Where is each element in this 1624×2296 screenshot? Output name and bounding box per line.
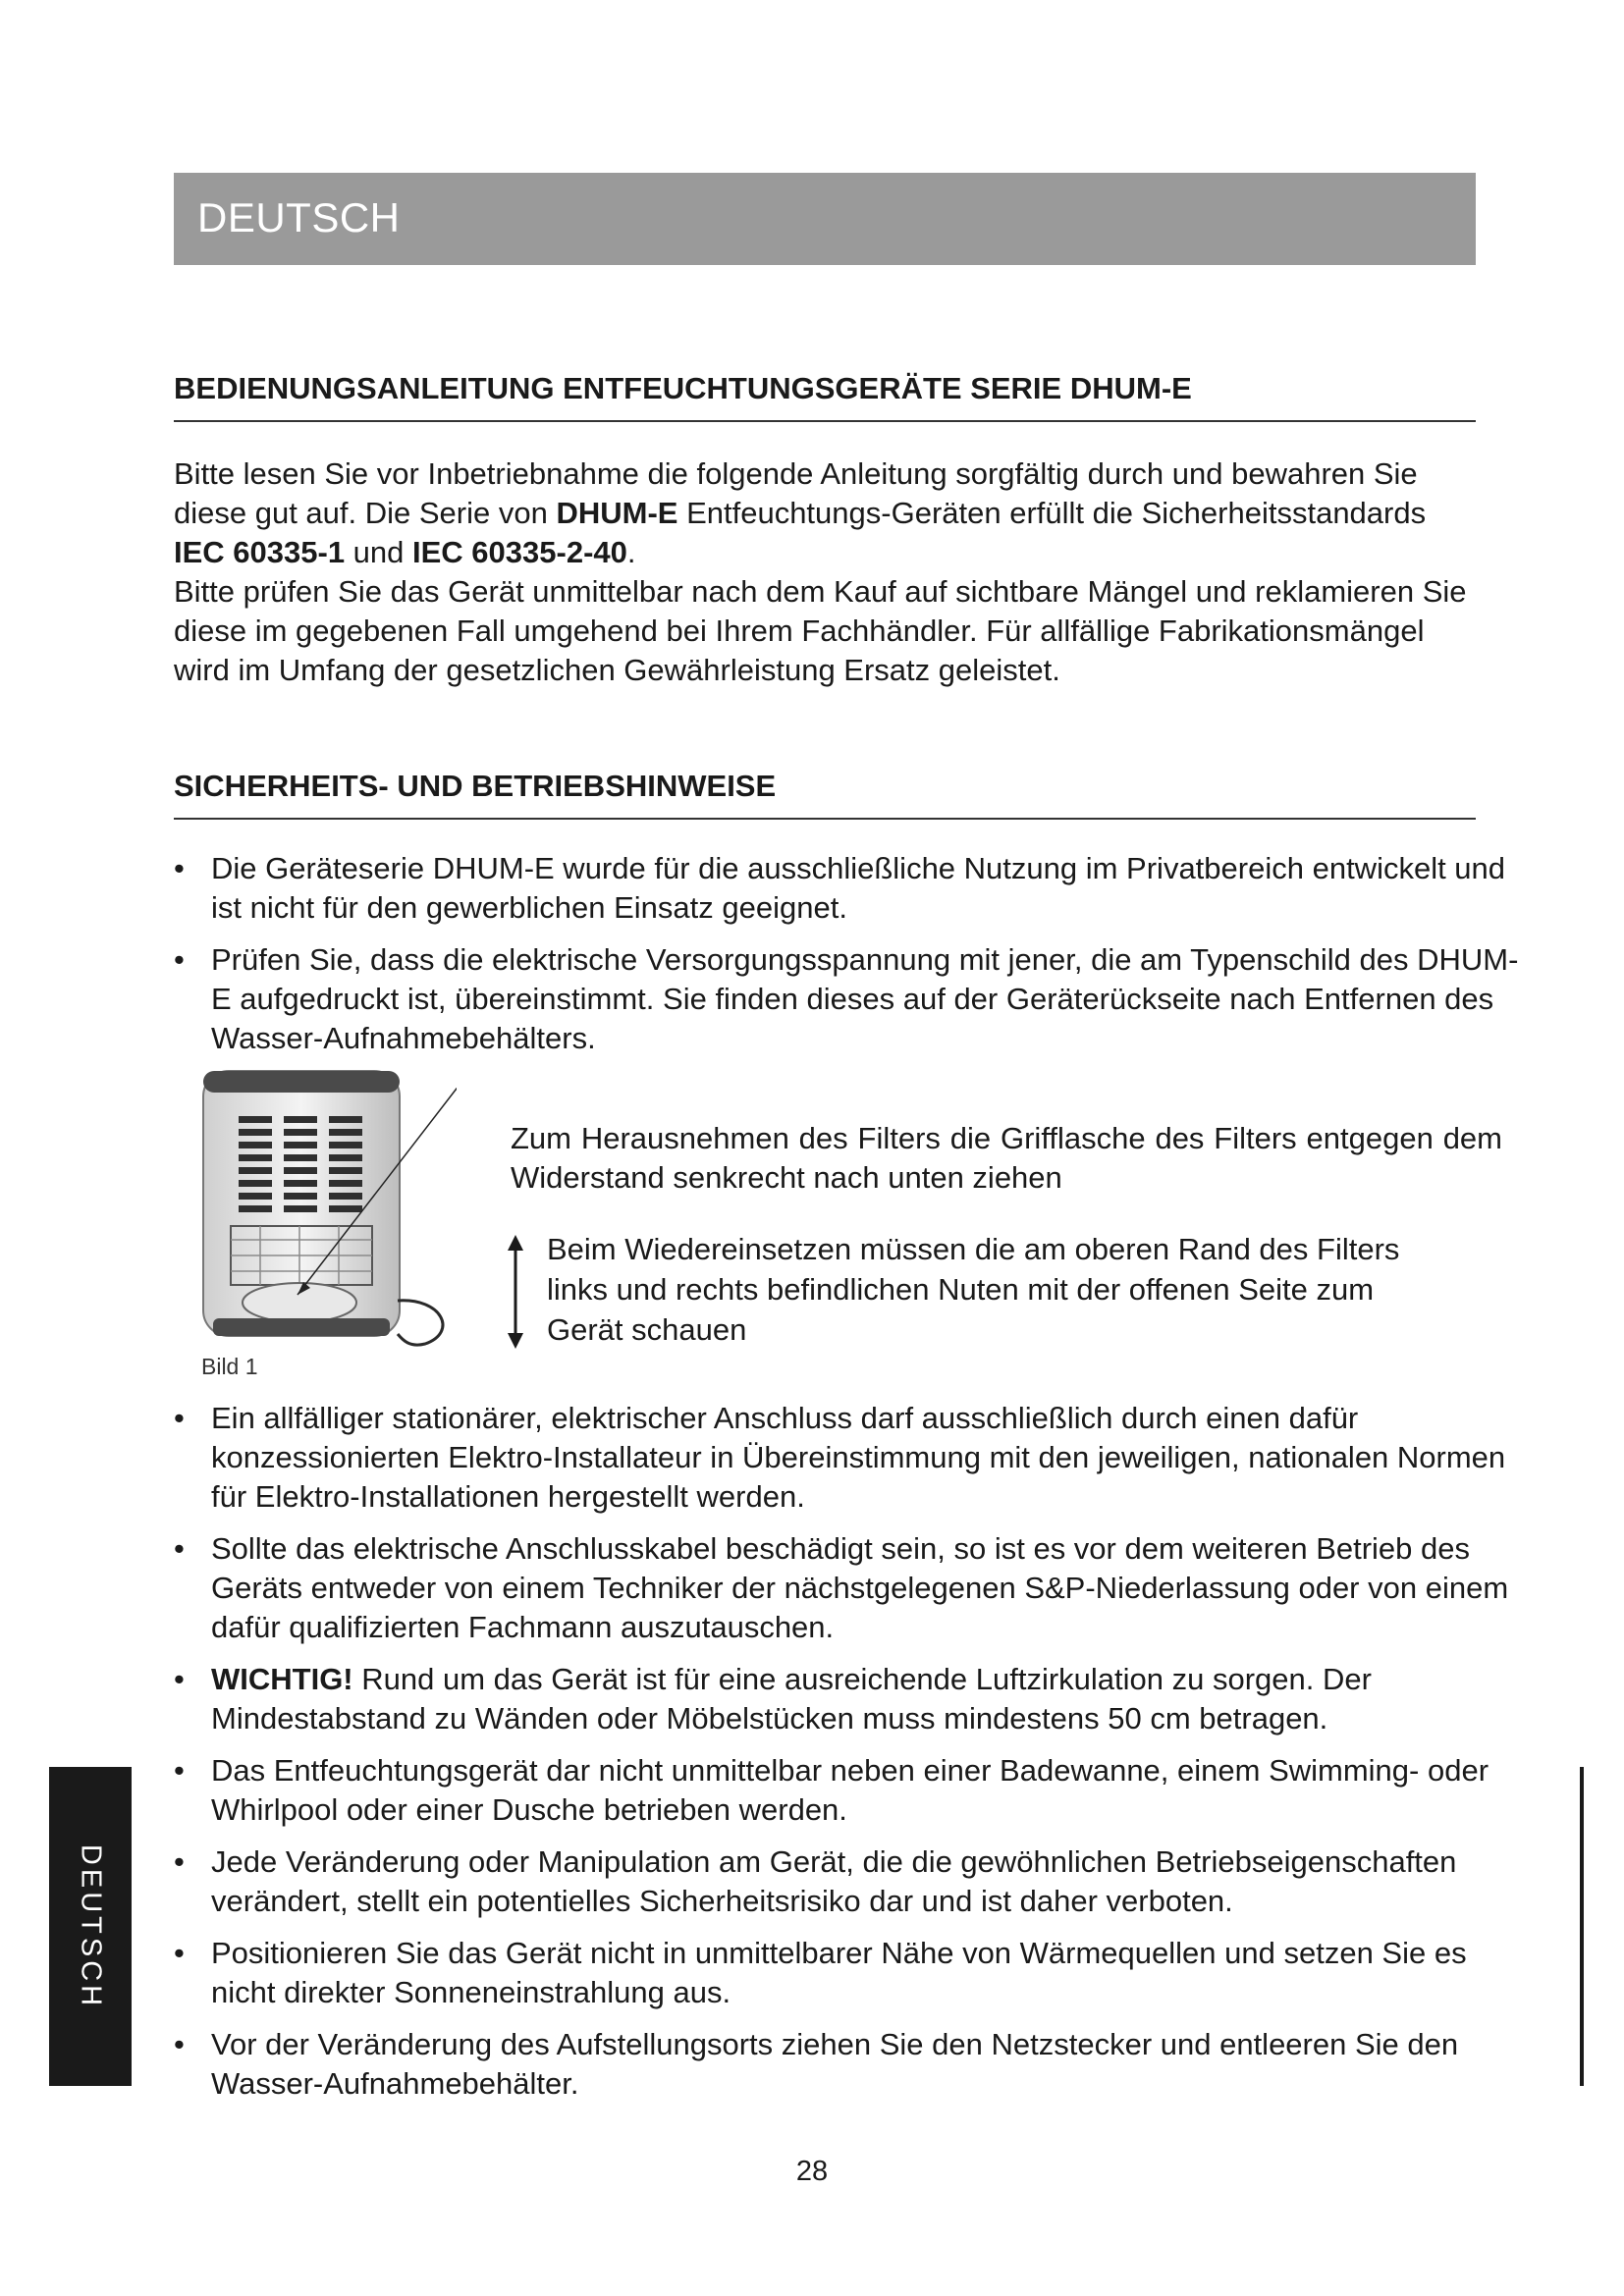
warranty-paragraph: Bitte prüfen Sie das Gerät unmittelbar nach dem Kauf auf sichtbare Mängel und reklamieren Sie diese im gegebenen Fall umgehend bei Ihrem Fachhändler. Für allfällige Fabrikationsmängel wird im Umfang der gesetzlichen Gewährleistung Ersatz geleistet.: [174, 574, 1467, 687]
important-list-item: • WICHTIG! Rund um das Gerät ist für eine ausreichende Luftzirkulation zu sorgen. Der Mindestabstand zu Wänden oder Möbelstücken muss mindestens 50 cm betragen.: [174, 1660, 1519, 1738]
list-item: • Vor der Veränderung des Aufstellungsorts ziehen Sie den Netzstecker und entleeren Sie den Wasser-Aufnahmebehälter.: [174, 2025, 1519, 2104]
list-item: • Die Geräteserie DHUM-E wurde für die ausschließliche Nutzung im Privatbereich entwickelt und ist nicht für den gewerblichen Einsatz geeignet.: [174, 849, 1519, 928]
important-label: WICHTIG!: [211, 1662, 353, 1696]
manual-title-heading: BEDIENUNGSANLEITUNG ENTFEUCHTUNGSGERÄTE SERIE DHUM-E: [174, 371, 1476, 422]
figure-caption: Bild 1: [201, 1354, 258, 1379]
list-item: • Prüfen Sie, dass die elektrische Versorgungsspannung mit jener, die am Typenschild des DHUM-E aufgedruckt ist, übereinstimmt. Sie finden dieses auf der Geräterückseite nach Entfernen des Wasser-Aufnahmebehälters.: [174, 940, 1519, 1058]
language-banner-title: DEUTSCH: [197, 194, 401, 240]
language-banner: [174, 173, 1476, 265]
safety-list-top: [174, 849, 1519, 1071]
dehumidifier-filter-illustration: [201, 1067, 457, 1362]
safety-list-bottom: [174, 1399, 1519, 2116]
language-side-tab-label: DEUTSCH: [75, 1843, 107, 2009]
list-item: • Sollte das elektrische Anschlusskabel beschädigt sein, so ist es vor dem weiteren Betrieb des Geräts entweder von einem Techniker der nächstgelegenen S&P-Niederlassung oder von einem dafür qualifizierten Fachmann auszutauschen.: [174, 1529, 1519, 1647]
safety-heading: SICHERHEITS- UND BETRIEBSHINWEISE: [174, 769, 1476, 820]
filter-insert-instruction: Beim Wiedereinsetzen müssen die am oberen Rand des Filters links und rechts befindlichen Nuten mit der offenen Seite zum Gerät schauen: [547, 1232, 1400, 1347]
margin-rule: [1580, 1767, 1584, 2086]
list-item: • Jede Veränderung oder Manipulation am Gerät, die die gewöhnlichen Betriebseigenschaften verändert, stellt ein potentielles Sicherheitsrisiko dar und ist daher verboten.: [174, 1842, 1519, 1921]
page-number: 28: [795, 2156, 829, 2187]
up-down-arrow-icon: [504, 1235, 527, 1349]
language-side-tab: [49, 1767, 132, 2086]
list-item: • Positionieren Sie das Gerät nicht in unmittelbarer Nähe von Wärmequellen und setzen Sie es nicht direkter Sonneneinstrahlung aus.: [174, 1934, 1519, 2012]
filter-removal-instruction: Zum Herausnehmen des Filters die Grifflasche des Filters entgegen dem Widerstand senkrecht nach unten ziehen: [511, 1121, 1502, 1195]
list-item: • Das Entfeuchtungsgerät dar nicht unmittelbar neben einer Badewanne, einem Swimming- oder Whirlpool oder einer Dusche betrieben werden.: [174, 1751, 1519, 1830]
list-item: • Ein allfälliger stationärer, elektrischer Anschluss darf ausschließlich durch einen dafür konzessionierten Elektro-Installateur in Übereinstimmung mit den jeweiligen, nationalen Normen für Elektro-Installationen hergestellt werden.: [174, 1399, 1519, 1517]
intro-paragraph: Bitte lesen Sie vor Inbetriebnahme die folgende Anleitung sorgfältig durch und bewahren Sie diese gut auf. Die Serie von DHUM-E Entfeuchtungs-Geräten erfüllt die Sicherheitsstandards IEC 60335-1 und IEC 60335-2-40.: [174, 456, 1427, 569]
